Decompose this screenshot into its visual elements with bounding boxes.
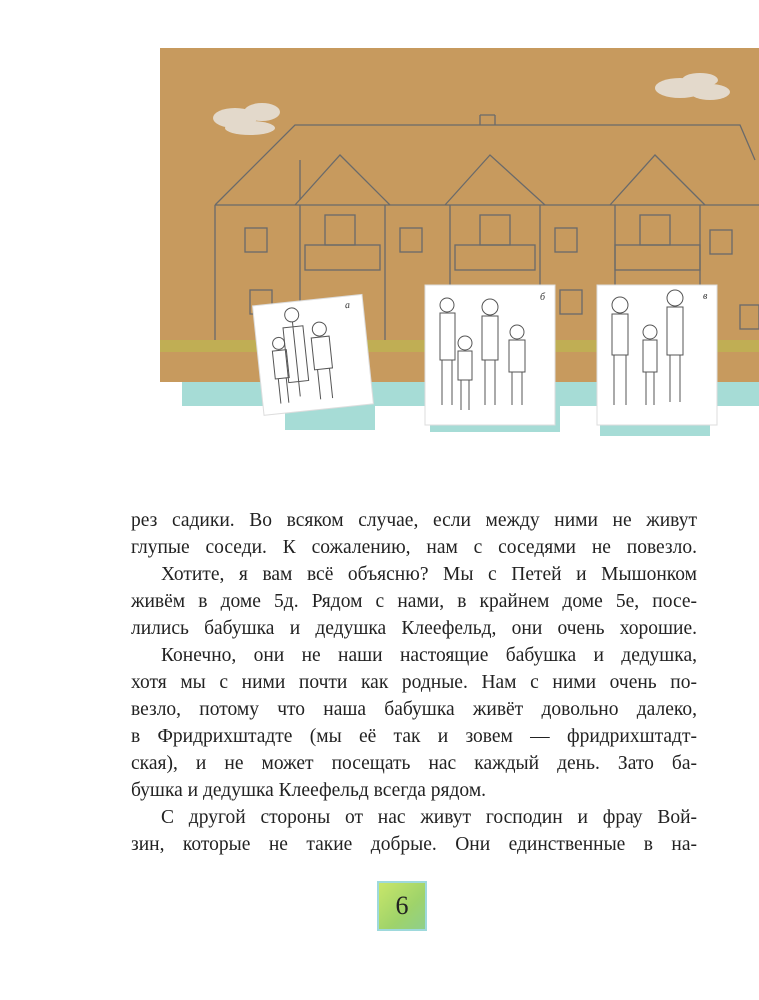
card-label-b: б — [540, 292, 546, 303]
text-line: С другой стороны от нас живут господин и фрау Вой- — [161, 807, 697, 828]
text-line: лились бабушка и дедушка Клеефельд, они очень хорошие. — [131, 618, 697, 639]
family-card-b — [425, 285, 555, 425]
houses-illustration — [0, 0, 759, 450]
card-label-a: а — [344, 299, 351, 312]
text-line: глупые соседи. К сожалению, нам с соседями не повезло. — [131, 537, 697, 558]
text-line: ская), и не может посещать нас каждый день. Зато ба- — [131, 753, 697, 774]
text-line: Хотите, я вам всё объясню? Мы с Петей и Мышонком — [161, 564, 697, 585]
body-text — [131, 507, 697, 858]
text-line: бушка и дедушка Клеефельд всегда рядом. — [131, 780, 487, 801]
text-line: живём в доме 5д. Рядом с нами, в крайнем доме 5е, посе- — [131, 591, 697, 612]
text-line: хотя мы с ними почти как родные. Нам с ними очень по- — [131, 672, 697, 693]
text-line: в Фридрихштадте (мы её так и зовем — фридрихштадт- — [131, 726, 697, 747]
text-line: рез садики. Во всяком случае, если между ними не живут — [131, 510, 697, 531]
card-label-c: в — [703, 291, 708, 302]
family-card-a — [253, 294, 374, 415]
family-card-c — [597, 285, 717, 425]
text-line: Конечно, они не наши настоящие бабушка и дедушка, — [161, 645, 697, 666]
text-line: везло, потому что наша бабушка живёт довольно далеко, — [131, 699, 697, 720]
page-number: 6 — [377, 881, 427, 931]
text-line: зин, которые не такие добрые. Они единственные в на- — [131, 834, 697, 855]
